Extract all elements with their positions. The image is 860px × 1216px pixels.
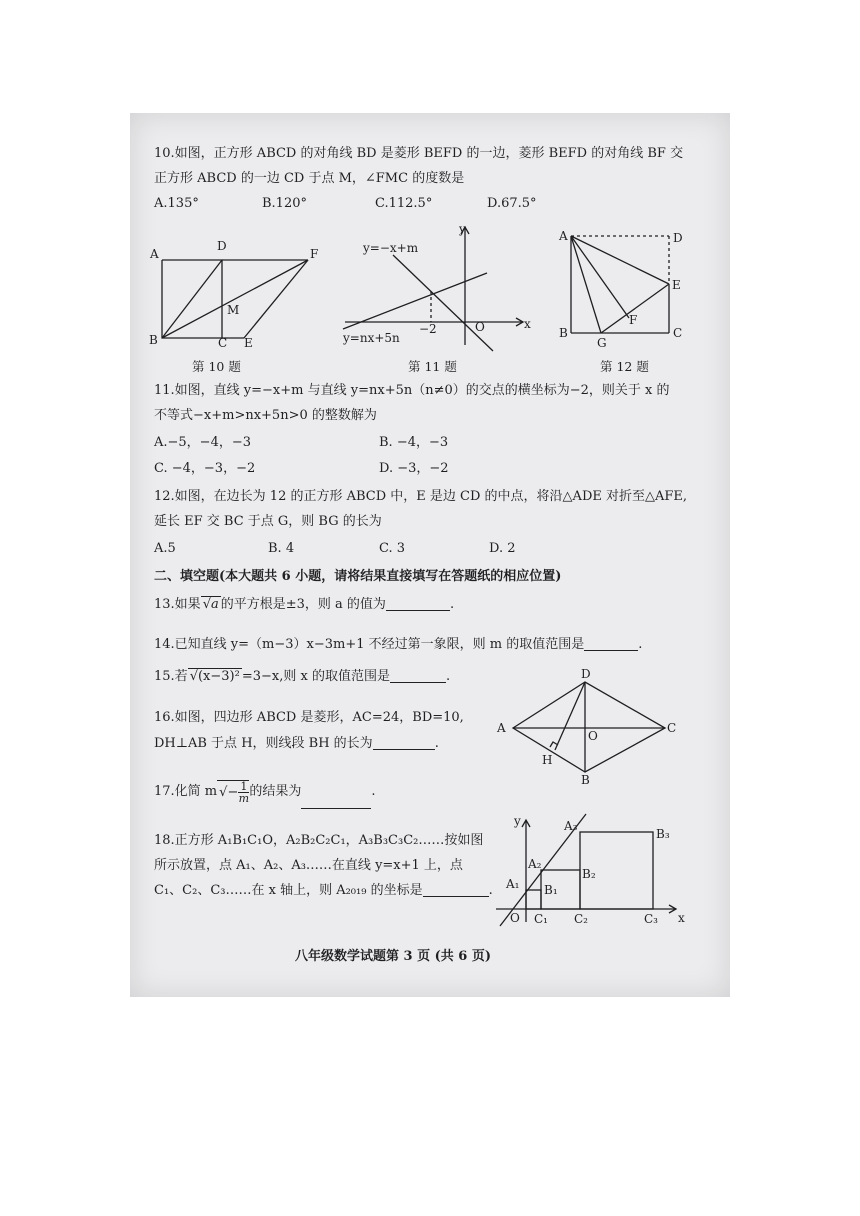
q10-option-c: C.112.5° (375, 196, 433, 211)
label-c: C (667, 721, 677, 735)
label-x: x (678, 911, 685, 925)
label-origin: O (475, 320, 485, 334)
caption-fig10: 第 10 题 (192, 359, 241, 374)
q13-pre: 13.如果 (154, 597, 201, 612)
diagonal-bf (162, 260, 308, 338)
page-footer: 八年级数学试题第 3 页 (共 6 页) (295, 949, 492, 964)
label-b2: B₂ (582, 867, 596, 881)
figure-16 (495, 668, 685, 788)
label-line-1: y=−x+m (363, 241, 419, 255)
caption-fig11: 第 11 题 (408, 359, 457, 374)
q10-option-a: A.135° (154, 196, 199, 211)
q18-line3: C₁、C₂、C₃……在 x 轴上，则 A₂₀₁₉ 的坐标是 . (154, 883, 493, 898)
q14-answer-blank[interactable] (584, 638, 638, 651)
q15: 15.若 √(x−3)² =3−x,则 x 的取值范围是 . (154, 669, 451, 684)
q11-option-c: C. −4，−3，−2 (154, 461, 256, 476)
label-o: O (510, 911, 520, 925)
label-a: A (497, 721, 506, 735)
segment-af (571, 236, 629, 318)
q16-answer-blank[interactable] (373, 737, 435, 750)
q14: 14.已知直线 y=（m−3）x−3m+1 不经过第一象限，则 m 的取值范围是 . (154, 637, 643, 652)
q13-answer-blank[interactable] (386, 598, 450, 611)
q18-line1: 18.正方形 A₁B₁C₁O，A₂B₂C₂C₁，A₃B₃C₃C₂……按如图 (154, 833, 484, 848)
label-y-axis: y (459, 222, 466, 236)
q12-line1: 12.如图，在边长为 12 的正方形 ABCD 中，E 是边 CD 的中点，将沿△ADE 对折至△AFE, (154, 489, 688, 504)
label-c3: C₃ (644, 912, 658, 926)
label-y: y (514, 814, 521, 828)
q11-line2: 不等式−x+m>nx+5n>0 的整数解为 (154, 408, 377, 423)
q15-answer-blank[interactable] (390, 670, 446, 683)
label-h: H (542, 753, 553, 767)
label-f: F (310, 247, 319, 261)
label-o: O (588, 729, 598, 743)
q17-fraction: $\frac{1}{m}$ (238, 779, 250, 805)
line-neg-x-plus-m (393, 255, 493, 351)
label-c: C (218, 336, 228, 350)
q10-option-b: B.120° (262, 196, 307, 211)
q16-line1: 16.如图，四边形 ABCD 是菱形，AC=24，BD=10, (154, 710, 464, 725)
q11-option-b: B. −4，−3 (379, 435, 449, 450)
q15-radical: √(x−3)² (189, 669, 240, 684)
label-m: M (227, 303, 240, 317)
label-d: D (217, 239, 227, 253)
label-c: C (673, 326, 683, 340)
segment-ag (571, 236, 601, 333)
q13-radicand: √a (202, 597, 219, 612)
q12-option-c: C. 3 (379, 541, 406, 556)
figure-10 (140, 230, 330, 350)
label-b3: B₃ (656, 827, 670, 841)
q17: 17.化简 m √− $\frac{1}{m}$ 的结果为 . (154, 775, 376, 809)
label-e: E (672, 278, 681, 292)
q11-option-d: D. −3，−2 (379, 461, 449, 476)
label-a: A (559, 229, 568, 243)
square-1 (526, 890, 541, 909)
label-b: B (559, 326, 568, 340)
label-a: A (150, 247, 159, 261)
q10-line2: 正方形 ABCD 的一边 CD 于点 M，∠FMC 的度数是 (154, 171, 465, 186)
q12-line2: 延长 EF 交 BC 于点 G，则 BG 的长为 (154, 514, 382, 529)
label-b: B (581, 773, 590, 787)
q12-option-d: D. 2 (489, 541, 516, 556)
section-heading-fill-in: 二、填空题(本大题共 6 小题，请将结果直接填写在答题纸的相应位置) (154, 569, 562, 584)
label-x-axis: x (524, 317, 531, 331)
q10-option-d: D.67.5° (487, 196, 537, 211)
label-c2: C₂ (574, 912, 588, 926)
diagonal-bd (162, 260, 222, 338)
q12-option-a: A.5 (154, 541, 176, 556)
q17-radical: √− $\frac{1}{m}$ (219, 779, 250, 805)
q11-line1: 11.如图，直线 y=−x+m 与直线 y=nx+5n（n≠0）的交点的横坐标为−2，则关于 x 的 (154, 383, 670, 398)
label-e: E (244, 336, 253, 350)
q10-line1: 10.如图，正方形 ABCD 的对角线 BD 是菱形 BEFD 的一边，菱形 BEFD 的对角线 BF 交 (154, 146, 684, 161)
q11-option-a: A.−5，−4，−3 (154, 435, 252, 450)
q18-answer-blank[interactable] (423, 884, 489, 897)
label-tick: −2 (419, 322, 437, 336)
label-g: G (597, 336, 607, 350)
figure-12 (555, 226, 695, 351)
rhombus-side-fe (244, 260, 308, 338)
q18-line2: 所示放置，点 A₁、A₂、A₃……在直线 y=x+1 上，点 (154, 858, 463, 873)
label-c1: C₁ (534, 912, 548, 926)
q16-line2: DH⊥AB 于点 H，则线段 BH 的长为 . (154, 736, 439, 751)
label-line-2: y=nx+5n (343, 331, 400, 345)
q17-answer-blank[interactable] (301, 796, 371, 809)
figure-18 (488, 812, 688, 932)
label-f: F (629, 313, 638, 327)
label-b1: B₁ (544, 883, 558, 897)
q13-post: 的平方根是±3，则 a 的值为 (220, 597, 386, 612)
q12-option-b: B. 4 (268, 541, 295, 556)
label-a2: A₂ (528, 857, 542, 871)
label-d: D (581, 667, 591, 681)
segment-ae (571, 236, 669, 284)
label-d: D (673, 231, 683, 245)
q13: 13.如果 √a 的平方根是±3，则 a 的值为 . (154, 597, 455, 612)
figure-11 (335, 222, 535, 353)
label-b: B (149, 333, 158, 347)
label-a1: A₁ (506, 877, 520, 891)
rhombus-abcd (513, 682, 665, 772)
label-a3: A₃ (564, 819, 578, 833)
caption-fig12: 第 12 题 (600, 359, 649, 374)
